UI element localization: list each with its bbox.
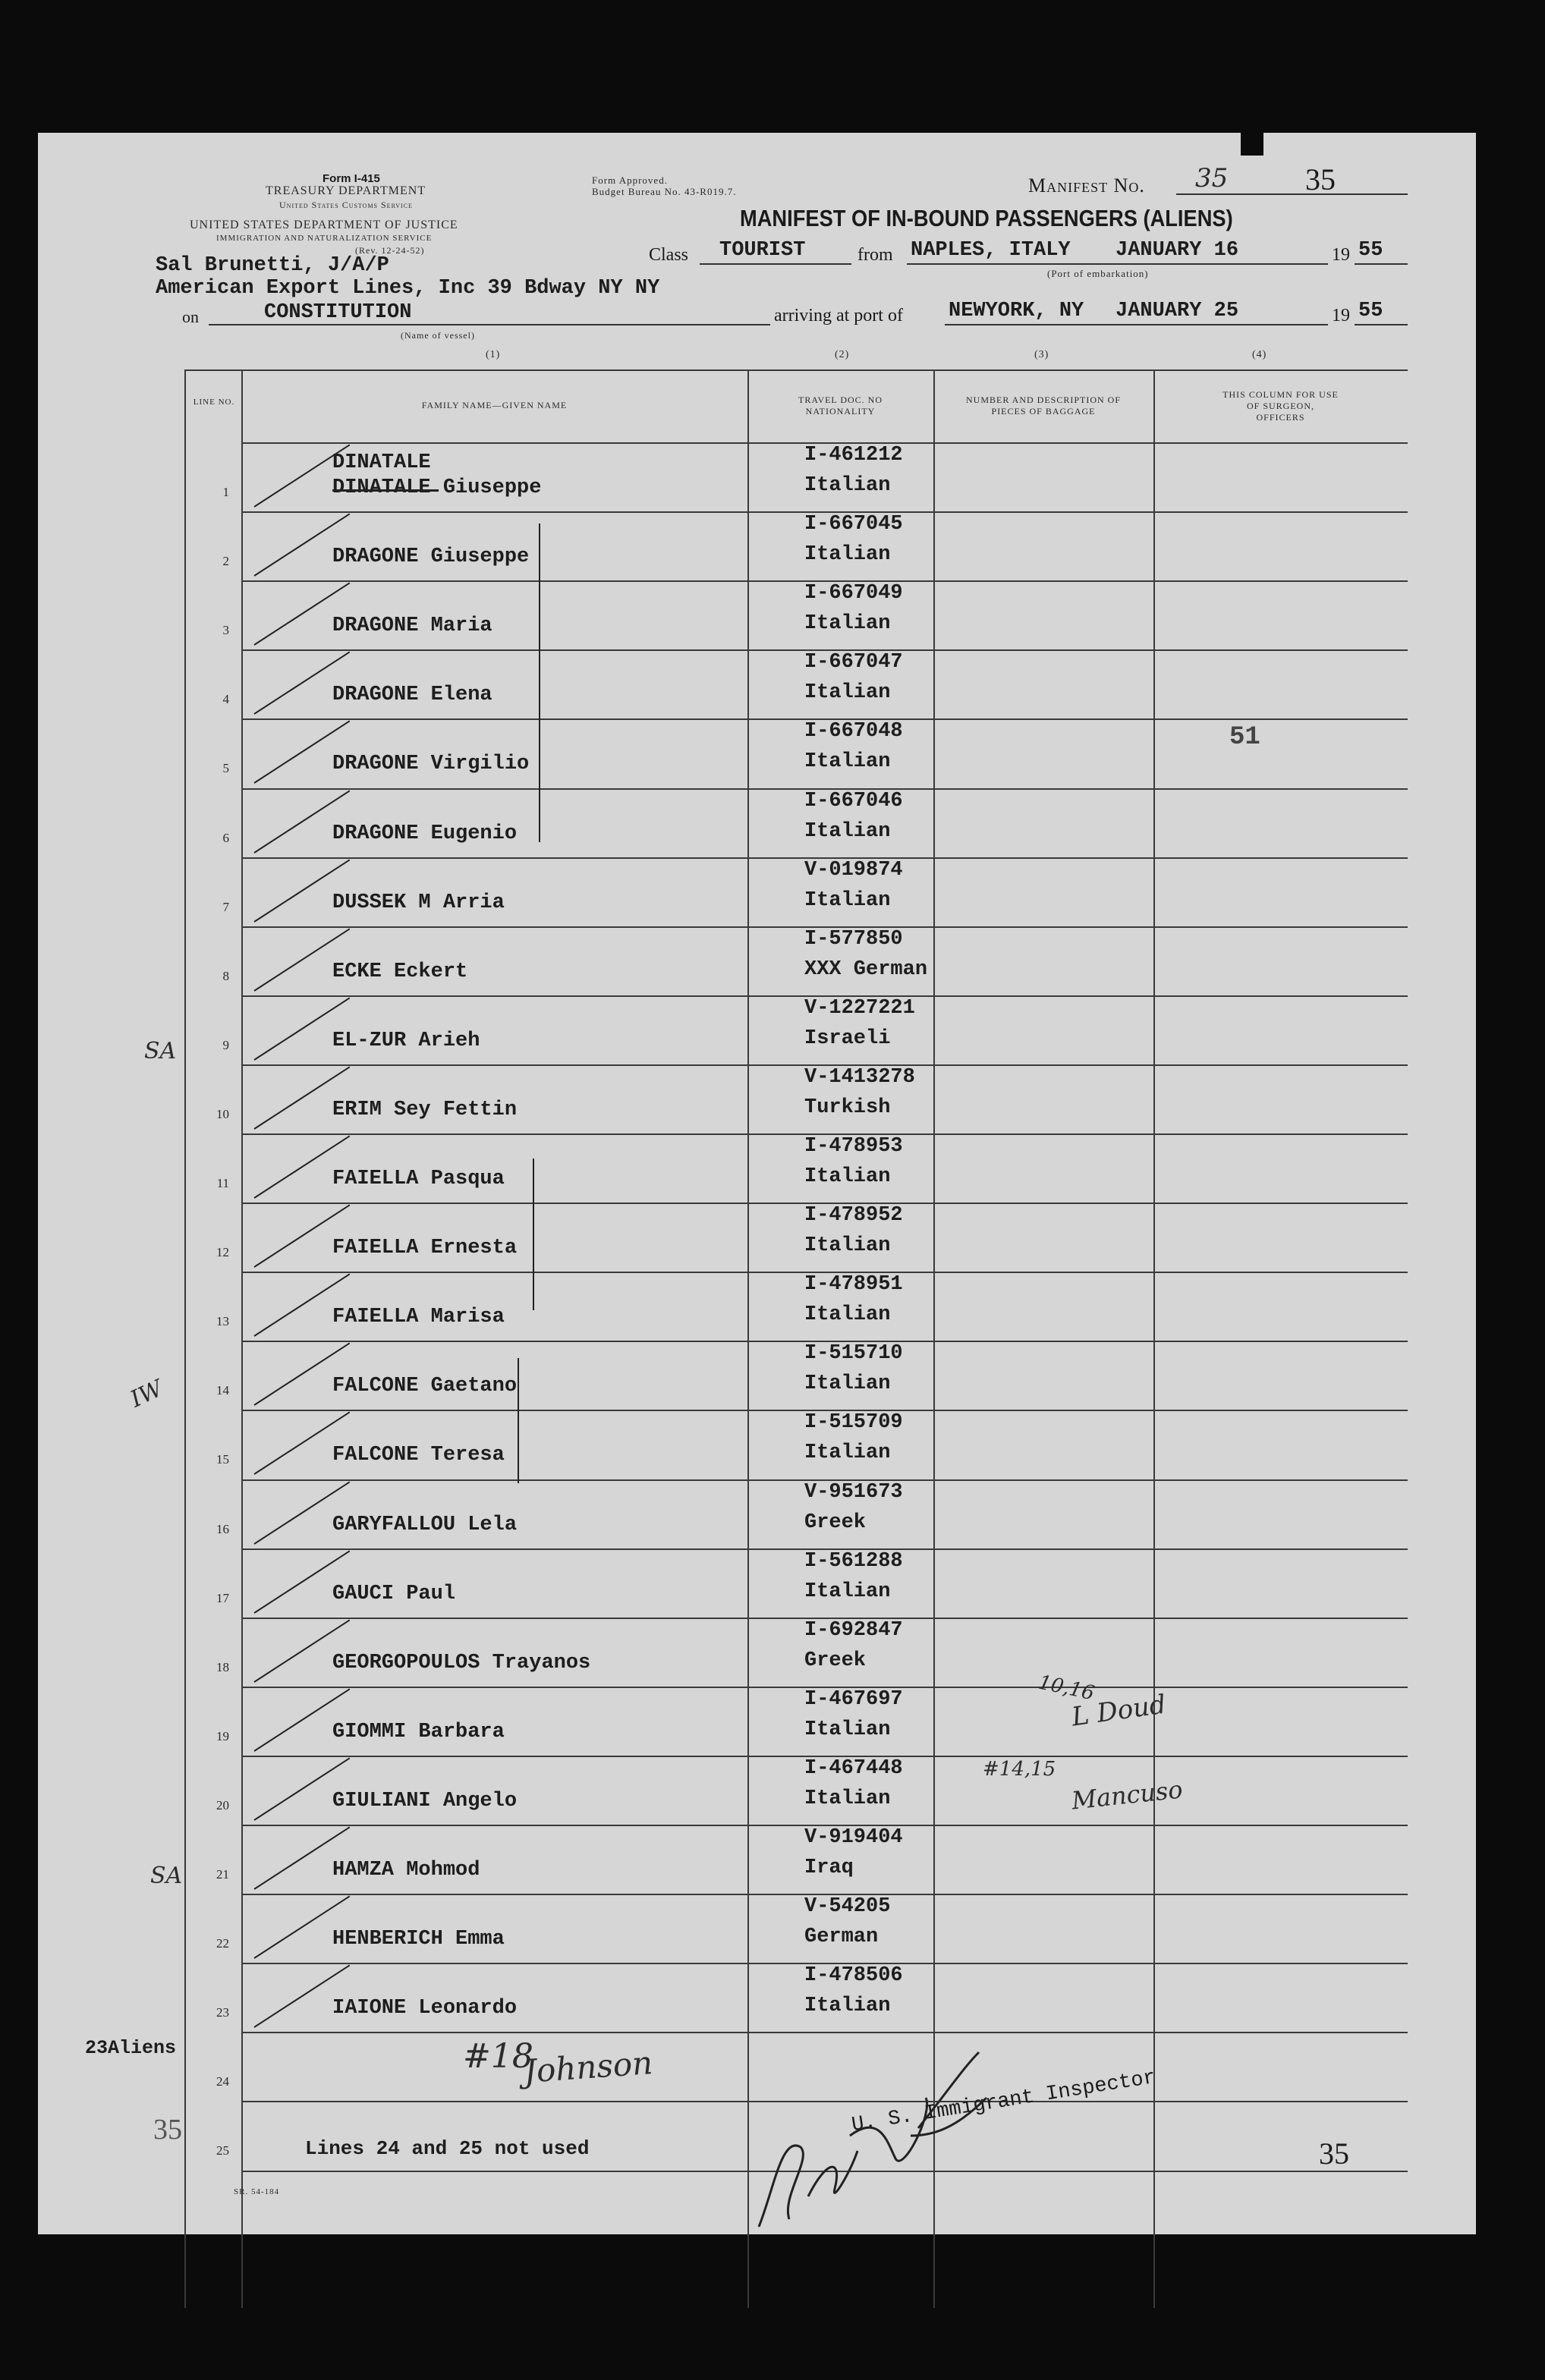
row-separator [241, 2032, 1408, 2033]
note-lines-14-15: #14,15 [983, 1758, 1056, 1781]
row-nationality: Italian [804, 1718, 891, 1741]
inspector-label: U. S. Immigrant Inspector [850, 2067, 1158, 2137]
row-line-number: 13 [216, 1314, 229, 1329]
row-line-number: 10 [216, 1106, 229, 1121]
row-travel-doc: V-951673 [804, 1480, 903, 1504]
arrival-underline [945, 324, 1328, 325]
manifest-title: MANIFEST OF IN-BOUND PASSENGERS (ALIENS) [740, 205, 1233, 231]
row-travel-doc: I-667047 [804, 651, 903, 674]
row-passenger-name: GARYFALLOU Lela [332, 1513, 518, 1536]
row-line-number: 8 [222, 968, 229, 983]
manifest-no-handwritten: 35 [1195, 163, 1229, 193]
port-embark-caption: (Port of embarkation) [1047, 268, 1149, 279]
total-aliens: 23Aliens [85, 2037, 177, 2059]
page-number-left: 35 [153, 2114, 182, 2146]
column-number-3: (3) [1034, 349, 1049, 360]
row-nationality: Italian [804, 474, 891, 497]
row-travel-doc: I-467448 [804, 1756, 903, 1780]
family-bracket [533, 1159, 534, 1310]
row-travel-doc: I-467697 [804, 1687, 903, 1711]
row-passenger-name: FAIELLA Ernesta [332, 1237, 518, 1260]
class-label: Class [649, 245, 689, 265]
col-header-officers-1: THIS COLUMN FOR USE [1222, 389, 1339, 400]
row-line-number: 11 [216, 1176, 229, 1190]
arrival-port: NEWYORK, NY [949, 300, 1084, 322]
manifest-no-label: Manifest No. [1028, 174, 1145, 196]
col-header-baggage-1: NUMBER AND DESCRIPTION OF [965, 395, 1122, 405]
row-nationality: Italian [804, 819, 891, 843]
margin-note-sa: SA [150, 1863, 183, 1889]
col-header-officers [1153, 389, 1408, 423]
column-number-4: (4) [1252, 349, 1267, 360]
row-line-number: 9 [222, 1037, 229, 1052]
agent-line-2: American Export Lines, Inc 39 Bdway NY NY [156, 277, 660, 300]
row-travel-doc: V-1227221 [804, 996, 915, 1020]
note-name-2: Mancuso [1070, 1775, 1185, 1816]
row-nationality: Turkish [804, 1096, 891, 1119]
row-line-number: 24 [216, 2074, 229, 2089]
row-travel-doc: V-1413278 [804, 1065, 915, 1089]
row-nationality: Italian [804, 1442, 891, 1465]
row-line-number: 20 [216, 1797, 229, 1813]
row-travel-doc: I-577850 [804, 927, 903, 951]
row-travel-doc: I-667046 [804, 789, 903, 813]
row-travel-doc: V-919404 [804, 1826, 903, 1849]
margin-note-sa: SA [144, 1038, 177, 1064]
row-line-number: 1 [222, 485, 229, 499]
top-clip-mark [1241, 133, 1263, 156]
row-travel-doc: I-667045 [804, 513, 903, 536]
col-header-baggage-2: PIECES OF BAGGAGE [991, 406, 1096, 417]
form-revision: (Rev. 12-24-52) [355, 245, 425, 256]
arriving-label: arriving at port of [774, 306, 903, 325]
col-header-travel-doc-1: TRAVEL DOC. NO [798, 395, 883, 405]
page-number-right: 35 [1319, 2136, 1349, 2171]
col-header-travel-doc [747, 395, 933, 417]
row-travel-doc: V-019874 [804, 858, 903, 882]
note-name-1: L Doud [1069, 1689, 1168, 1733]
name-divider [747, 369, 749, 2308]
row-passenger-name: FAIELLA Marisa [332, 1306, 505, 1329]
year-2: 55 [1358, 300, 1383, 322]
row-nationality: Israeli [804, 1027, 891, 1050]
table-left-border [184, 369, 186, 2308]
year-prefix-2: 19 [1332, 306, 1350, 325]
table-top-border [184, 369, 1408, 371]
row-passenger-name: DRAGONE Maria [332, 615, 492, 638]
row-travel-doc: V-54205 [804, 1895, 891, 1919]
year-prefix-1: 19 [1332, 245, 1350, 265]
form-approved: Form Approved. [592, 174, 668, 186]
row-passenger-name: EL-ZUR Arieh [332, 1029, 480, 1052]
row-passenger-name: GAUCI Paul [332, 1582, 456, 1605]
row-passenger-name: DRAGONE Eugenio [332, 822, 518, 845]
row-line-number: 5 [222, 761, 229, 776]
depart-date: JANUARY 16 [1115, 239, 1239, 262]
vessel-caption: (Name of vessel) [401, 330, 475, 341]
row-travel-doc: I-478506 [804, 1964, 903, 1988]
col-header-officers-2: OF SURGEON, [1246, 401, 1314, 411]
row-travel-doc: I-561288 [804, 1549, 903, 1573]
row-passenger-name: FAIELLA Pasqua [332, 1168, 505, 1190]
immigration-service: IMMIGRATION AND NATURALIZATION SERVICE [216, 234, 433, 243]
row-passenger-name: ECKE Eckert [332, 960, 468, 983]
row-passenger-name: DINATALE Giuseppe [332, 476, 542, 499]
row-line-number: 7 [222, 899, 229, 914]
row-travel-doc: I-461212 [804, 444, 903, 467]
manifest-no-stamp: 35 [1305, 162, 1336, 196]
department-of-justice: UNITED STATES DEPARTMENT OF JUSTICE [190, 219, 458, 231]
family-bracket [518, 1358, 519, 1483]
row-travel-doc: I-478951 [804, 1273, 903, 1297]
manifest-page [38, 133, 1476, 2234]
row-line-number: 4 [222, 692, 229, 707]
row-passenger-name: GIULIANI Angelo [332, 1789, 518, 1813]
note-lines-10-16: 10,16 [1036, 1671, 1097, 1706]
form-number: Form I-415 [323, 172, 380, 185]
row-travel-doc: I-478952 [804, 1204, 903, 1228]
row-nationality: Italian [804, 1372, 891, 1396]
row-nationality: Italian [804, 681, 891, 705]
column-number-2: (2) [835, 349, 850, 360]
col-header-baggage [933, 395, 1153, 417]
row-nationality: Italian [804, 612, 891, 636]
row-travel-doc: I-667049 [804, 582, 903, 605]
year-underline-2 [1355, 324, 1408, 325]
row-passenger-name: IAIONE Leonardo [332, 1997, 518, 2020]
row-line-number: 6 [222, 830, 229, 845]
col-header-line-no: LINE NO. [193, 398, 235, 407]
budget-bureau: Budget Bureau No. 43-R019.7. [592, 186, 737, 197]
note-name-3: Johnson [522, 2044, 654, 2090]
row-passenger-name: GIOMMI Barbara [332, 1720, 505, 1743]
note-line-18: #18 [463, 2037, 533, 2076]
row-passenger-name: Lines 24 and 25 not used [305, 2137, 590, 2161]
class-underline [700, 263, 851, 265]
manifest-no-underline [1176, 193, 1408, 195]
family-bracket [539, 523, 540, 842]
row-passenger-name: ERIM Sey Fettin [332, 1098, 518, 1121]
row-nationality: Italian [804, 888, 891, 912]
column-number-1: (1) [486, 349, 501, 360]
col-header-travel-doc-2: NATIONALITY [805, 406, 876, 417]
row-line-number: 17 [216, 1590, 229, 1605]
baggage-divider [1153, 369, 1155, 2308]
margin-note-iw: IW [126, 1375, 168, 1413]
row-travel-doc: I-515710 [804, 1342, 903, 1366]
row-nationality: Italian [804, 1787, 891, 1810]
row-line-number: 2 [222, 554, 229, 569]
row-travel-doc: I-692847 [804, 1618, 903, 1642]
officer-count: 51 [1229, 723, 1260, 752]
row-passenger-name: DRAGONE Elena [332, 684, 492, 707]
row-line-number: 23 [216, 2005, 229, 2020]
row-nationality: Italian [804, 1580, 891, 1603]
year-1: 55 [1358, 239, 1383, 262]
row-passenger-name: HAMZA Mohmod [332, 1859, 480, 1882]
row-nationality: XXX German [804, 957, 928, 981]
row-nationality: German [804, 1926, 879, 1949]
customs-service: United States Customs Service [279, 200, 413, 210]
row-line-number: 12 [216, 1245, 229, 1260]
line-no-divider [241, 369, 243, 2308]
treasury-department: TREASURY DEPARTMENT [266, 184, 426, 197]
class-value: TOURIST [719, 239, 806, 262]
row-passenger-name: DUSSEK M Arria [332, 891, 505, 914]
strike-through [332, 489, 439, 492]
row-nationality: Greek [804, 1511, 867, 1534]
arrival-date: JANUARY 25 [1115, 300, 1239, 322]
from-value: NAPLES, ITALY [911, 239, 1071, 262]
vessel-name: CONSTITUTION [264, 301, 412, 324]
row-travel-doc: I-515709 [804, 1411, 903, 1435]
year-underline-1 [1355, 263, 1408, 265]
row-passenger-name: GEORGOPOULOS Trayanos [332, 1651, 591, 1674]
agent-line-1: Sal Brunetti, J/A/P [156, 254, 389, 277]
row-line-number: 16 [216, 1521, 229, 1536]
on-label: on [182, 307, 199, 326]
row-nationality: Italian [804, 1303, 891, 1327]
row-line-number: 3 [222, 623, 229, 638]
row-passenger-name: HENBERICH Emma [332, 1928, 505, 1951]
row-line-number: 14 [216, 1383, 229, 1398]
row-nationality: Italian [804, 1995, 891, 2018]
row-nationality: Italian [804, 750, 891, 774]
row-line-number: 22 [216, 1936, 229, 1951]
row-nationality: Iraq [804, 1857, 854, 1879]
col-header-name: FAMILY NAME—GIVEN NAME [421, 400, 568, 410]
row-passenger-name: FALCONE Gaetano [332, 1375, 518, 1398]
row-travel-doc: I-667048 [804, 720, 903, 744]
row-line-number: 15 [216, 1452, 229, 1467]
row-line-number: 18 [216, 1659, 229, 1674]
from-underline [907, 263, 1328, 265]
row-nationality: Italian [804, 1165, 891, 1188]
doc-divider [933, 369, 935, 2308]
from-label: from [857, 245, 893, 265]
row-passenger-name-above: DINATALE [332, 451, 431, 474]
inspector-signature [736, 2045, 1040, 2242]
row-passenger-name: DRAGONE Virgilio [332, 753, 530, 776]
row-nationality: Italian [804, 543, 891, 567]
row-travel-doc: I-478953 [804, 1135, 903, 1158]
row-line-number: 25 [216, 2143, 229, 2158]
form-code: SR. 54-184 [234, 2187, 280, 2196]
col-header-officers-3: OFFICERS [1256, 412, 1305, 423]
row-line-number: 19 [216, 1728, 229, 1743]
row-nationality: Greek [804, 1649, 867, 1672]
row-nationality: Italian [804, 1234, 891, 1258]
vessel-underline [209, 324, 770, 325]
row-line-number: 21 [216, 1867, 229, 1882]
row-passenger-name: FALCONE Teresa [332, 1444, 505, 1467]
row-passenger-name: DRAGONE Giuseppe [332, 545, 530, 569]
